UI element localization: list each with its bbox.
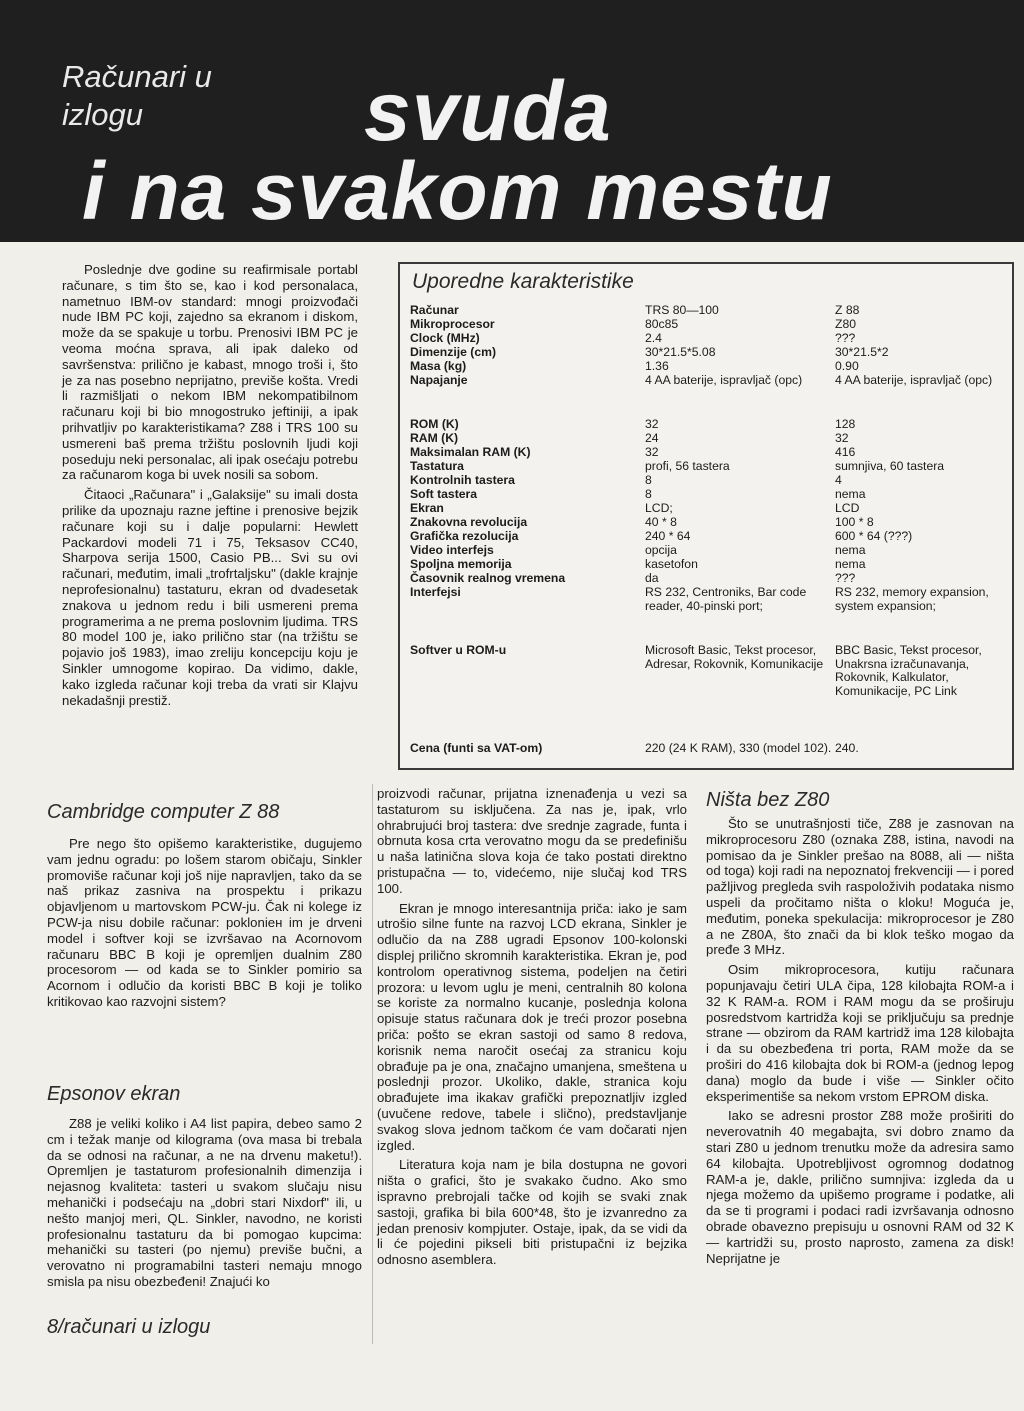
z88-value: BBC Basic, Tekst procesor, Unakrsna izračunavanja, Rokovnik, Kalkulator, Komunikacije, PC Link bbox=[835, 643, 982, 698]
trs-value: kasetofon bbox=[645, 557, 698, 571]
cambridge-text bbox=[47, 836, 362, 1010]
nista-paragraph: Osim mikroprocesora, kutiju računara popunjavaju četiri ULA čipa, 128 kilobajta ROM-a i 32 K RAM-a. ROM i RAM mogu da se proširuju posredstvom kartridža koji se priključuju sa prednje strane — obzirom da RAM kartridž ima 128 kilobajta i da su obezbeđena tri porta, RAM može da se proširi do 416 kilobajta dok bi ROM-a (jednog lepog dana) moglo da bude i više — Sinkler očito eksperimentiše sa nekom vrstom EPROM diska. bbox=[706, 962, 1014, 1104]
row-label: Kontrolnih tastera bbox=[410, 473, 515, 487]
trs-value: 2.4 bbox=[645, 331, 662, 345]
trs-value: 40 * 8 bbox=[645, 515, 677, 529]
z88-value: 240. bbox=[835, 741, 859, 755]
page-footer: 8/računari u izlogu bbox=[47, 1316, 211, 1338]
row-label: Soft tastera bbox=[410, 487, 478, 501]
z88-value: 30*21.5*2 bbox=[835, 345, 889, 359]
trs-value: TRS 80—100 bbox=[645, 303, 719, 317]
trs-value: 4 AA baterije, ispravljač (opc) bbox=[645, 373, 803, 387]
trs-value: opcija bbox=[645, 543, 677, 557]
z88-value: Z 88 bbox=[835, 303, 860, 317]
trs-value: 8 bbox=[645, 487, 652, 501]
nista-column bbox=[706, 816, 1014, 1266]
trs-value: RS 232, Centroniks, Bar code reader, 40-pinski port; bbox=[645, 585, 807, 613]
row-label: Mikroprocesor bbox=[410, 317, 495, 331]
section-name: Računari u izlogu bbox=[62, 59, 212, 132]
row-label: Maksimalan RAM (K) bbox=[410, 445, 531, 459]
nista-paragraph: Iako se adresni prostor Z88 može proširiti do neverovatnih 40 megabajta, svi dobro znamo da stari Z80 u jednom trenutku može da adresira samo 64 kilobajta. Upotrebljivost ogromnog dodatnog RAM-a je, dakle, prilično sumnjiva: izgleda da u njega možemo da upišemo programe i podatke, ali da se ti programi i podaci radi izvršavanja odnosno obrade obavezno prepisuju u osnovni RAM od 32 K — kartridži su, prosto naprosto, zamena za disk! Neprijatne je bbox=[706, 1108, 1014, 1266]
intro-column bbox=[62, 262, 358, 708]
middle-paragraph: proizvodi računar, prijatna iznenađenja u vezi sa tastaturom su isključena. Za nas je, ipak, vrlo ohrabrujući broj tastera: dve srednje zagrade, funta i obrnuta kosa crta verovatno mogu da se predefinišu u naša latinična slova koja će tako postati direktno pristupačna — to, videćemo, nije slučaj kod TRS 100. bbox=[377, 786, 687, 896]
z88-value: 4 AA baterije, ispravljač (opc) bbox=[835, 373, 993, 387]
z88-value: ??? bbox=[835, 331, 856, 345]
row-label: Softver u ROM-u bbox=[410, 643, 507, 657]
trs-value: 32 bbox=[645, 445, 659, 459]
row-label: Interfejsi bbox=[410, 585, 461, 599]
trs-value: 30*21.5*5.08 bbox=[645, 345, 716, 359]
z88-value: 600 * 64 (???) bbox=[835, 529, 913, 543]
row-label: Ekran bbox=[410, 501, 444, 515]
nista-paragraph: Što se unutrašnjosti tiče, Z88 je zasnovan na mikroprocesoru Z80 (oznaka Z88, istina, navodi na pomisao da je Sinkler prešao na 8088, ali — ništa od toga) koji radi na nepoznatoj frekvenciji — i pored pažljivog pregleda svih raspoloživih podataka nismo uspeli da pročitamo ništa o kloku! Moguća je, međutim, poneka spekulacija: mikroprocesor je Z80 a ne Z80A, što znači da bi klok teško mogao da pređe 3 MHz. bbox=[706, 816, 1014, 958]
comparison-table bbox=[398, 262, 1014, 770]
z88-value: LCD bbox=[835, 501, 860, 515]
trs-value: 220 (24 K RAM), 330 (model 102). bbox=[645, 741, 832, 755]
z88-value: sumnjiva, 60 tastera bbox=[835, 459, 945, 473]
trs-value: LCD; bbox=[645, 501, 673, 515]
z88-value: nema bbox=[835, 487, 866, 501]
z88-value: 100 * 8 bbox=[835, 515, 874, 529]
row-label: Napajanje bbox=[410, 373, 468, 387]
trs-value: 24 bbox=[645, 431, 659, 445]
z88-value: RS 232, memory expansion, system expansion; bbox=[835, 585, 989, 613]
cambridge-paragraph: Pre nego što opišemo karakteristike, dugujemo vam jednu ogradu: po lošem starom običaju, Sinkler promoviše računar koji još nije napravljen, tako da se naš prikaz zasniva na prospektu i prikazu objavljenom u martovskom PCW-ju. Čak ni kolege iz PCW-ja nisu dobile računar: pokloniен im je drveni model i softver koji se izvršavao na Acornovom računaru BBC B koji je opremljen dualnim Z80 procesorom — od kada se to Sinkler pomirio sa Acornom i odlučio da koristi BBC B koji je toliko kritikovao kao razvojni sistem? bbox=[47, 836, 362, 1009]
z88-value: ??? bbox=[835, 571, 856, 585]
z88-value: 416 bbox=[835, 445, 856, 459]
trs-value: 32 bbox=[645, 417, 659, 431]
trs-value: da bbox=[645, 571, 659, 585]
z88-value: Z80 bbox=[835, 317, 857, 331]
table-title: Uporedne karakteristike bbox=[412, 270, 634, 293]
row-label: Video interfejs bbox=[410, 543, 494, 557]
row-label: Tastatura bbox=[410, 459, 464, 473]
middle-column bbox=[377, 786, 687, 1268]
row-label: RAM (K) bbox=[410, 431, 459, 445]
trs-value: 240 * 64 bbox=[645, 529, 691, 543]
headline-line-1: svuda bbox=[364, 64, 612, 158]
row-label: ROM (K) bbox=[410, 417, 459, 431]
row-label: Masa (kg) bbox=[410, 359, 467, 373]
row-label: Grafička rezolucija bbox=[410, 529, 519, 543]
subheading-cambridge: Cambridge computer Z 88 bbox=[47, 801, 280, 823]
trs-value: 8 bbox=[645, 473, 652, 487]
z88-value: 32 bbox=[835, 431, 849, 445]
article-header bbox=[0, 0, 1024, 242]
row-label: Spoljna memorija bbox=[410, 557, 512, 571]
middle-paragraph: Ekran je mnogo interesantnija priča: iako je sam utrošio silne funte na razvoj LCD ekrana, Sinkler je odlučio da na Z88 ugradi Epsonov 100-kolonski displej prilično skromnih karakteristika. Ekran je, pod kontrolom operativnog sistema, podeljen na četiri prozora: u levom uglu je meni, centralnih 80 kolona se koriste za normalno kucanje, poslednja kolona opisuje status računara dok je treći prozor posebna priča: pošto se ekran sastoji od samo 8 redova, korisnik nema naročit osećaj za stranicu koju obrađuje pa je ona, značajno umanjena, smeštena u poslednji prozor. Ukoliko, dakle, stranica koju obrađujete ima ikakav grafički prepoznatljiv izgled (uvučene redove, tabele i slično), predstavljanje svakog slova jednom tačkom će vam dočarati njen izgled. bbox=[377, 900, 687, 1153]
row-label: Časovnik realnog vremena bbox=[410, 571, 566, 585]
middle-paragraph: Literatura koja nam je bila dostupna ne govori ništa o grafici, što je svakako čudno. Ako smo ispravno prebrojali tačke od kojih se svaki znak sastoji, grafika bi bila 600*48, što je izvanredno za jedan prenosiv kompjuter. Ostaje, ipak, da se vidi da li će pojedini pikseli biti pristupačni iz bejzika odnosno asemblera. bbox=[377, 1157, 687, 1268]
trs-value: profi, 56 tastera bbox=[645, 459, 730, 473]
trs-value: Microsoft Basic, Tekst procesor, Adresar, Rokovnik, Komunikacije bbox=[645, 643, 824, 671]
intro-paragraph: Čitaoci „Računara" i „Galaksije" su imali dosta prilike da upoznaju razne jeftine i prenosive bejzik računare koji su i dalje popularni: Hewlett Packardovi modeli 71 i 75, Teksasov CC40, Sharpova serija 1500, Casio PB... Svi su ovi računari, međutim, imali „trofrtaljsku" (dakle krajnje neprofesionalnu) tastaturu, ekran od dvadesetak znakova u jednom redu i bili usmereni prema programerima a ne prema poslovnim ljudima. TRS 80 model 100 je, iako prilično star (na tržištu se pojavio još 1983), imao zreliju koncepciju koju je Sinkler umnogome kopirao. Da vidimo, dakle, kako izgleda računar koji treba da vrati sir Klajvu nekadašnji prestiž. bbox=[62, 487, 358, 708]
z88-value: 128 bbox=[835, 417, 856, 431]
headline-line-2: i na svakom mestu bbox=[82, 146, 833, 237]
subheading-nista: Ništa bez Z80 bbox=[706, 789, 830, 811]
epsonov-paragraph: Z88 je veliki koliko i A4 list papira, debeo samo 2 cm i težak manje od kilograma (ova masa bi trebala da se odnosi na računar, a ne na drvenu maketu!). Opremljen je tastaturom profesionalnih dimenzija i nejasnog kvaliteta: tasteri u svakom slučaju nisu mehanički i podsećaju na „dobri stari Nixdorf" ili, u nešto manjoj meri, QL. Sinkler, navodno, ne koristi profesionalnu tastaturu da bi pomogao kupcima: mehanički su tasteri (po njemu) previše bučni, a verovatno ni programabilni tasteri nemaju mnogo smisla pa nisu obezbeđeni! Znajući ko bbox=[47, 1116, 362, 1289]
z88-value: 0.90 bbox=[835, 359, 859, 373]
intro-paragraph: Poslednje dve godine su reafirmisale portabl računare, s tim što se, kao i kod personalaca, nametnuo IBM-ov standard: mnogi proizvođači nude IBM PC koji, zajedno sa ekranom i diskom, može da se spakuje u torbu. Prenosivi IBM PC je veoma moćna sprava, ali ipak daleko od savršenstva: prilično je kabast, mnogo troši i, što je za nas posebno neprijatno, previše košta. Vredi li razmišljati o nekom IBM nekompatibilnom računaru koji bi bio mnogostruko jeftiniji, a ipak prihvatljiv po karakteristikama? Z88 i TRS 100 su usmereni baš prema tržištu poslovnih ljudi koji poseduju neki personalac, ali ipak osećaju potrebu za računarom koga bi uvek nosili sa sobom. bbox=[62, 262, 358, 483]
row-label: Dimenzije (cm) bbox=[410, 345, 497, 359]
trs-value: 80c85 bbox=[645, 317, 679, 331]
column-divider bbox=[372, 784, 373, 1344]
z88-value: nema bbox=[835, 543, 866, 557]
epsonov-text bbox=[47, 1116, 362, 1290]
row-label: Računar bbox=[410, 303, 459, 317]
z88-value: 4 bbox=[835, 473, 842, 487]
subheading-epsonov: Epsonov ekran bbox=[47, 1083, 181, 1105]
trs-value: 1.36 bbox=[645, 359, 669, 373]
z88-value: nema bbox=[835, 557, 866, 571]
row-label: Clock (MHz) bbox=[410, 331, 480, 345]
row-label: Znakovna revolucija bbox=[410, 515, 528, 529]
row-label: Cena (funti sa VAT-om) bbox=[410, 741, 543, 755]
